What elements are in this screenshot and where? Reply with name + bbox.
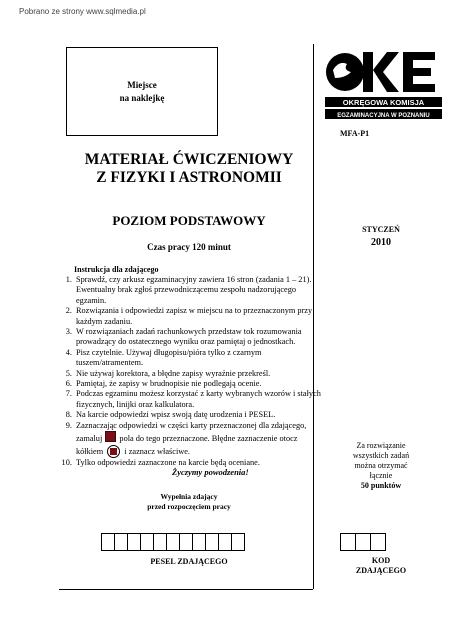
points-line: można otrzymać bbox=[354, 461, 408, 470]
fill-by-line-2: przed rozpoczęciem pracy bbox=[147, 502, 231, 511]
instruction-text: Zaznaczając odpowiedzi w części karty przeznaczonej dla zdającego, zamaluj bbox=[76, 420, 307, 444]
points-info bbox=[320, 441, 442, 491]
fill-by-line-1: Wypełnia zdający bbox=[160, 492, 218, 501]
points-line: Za rozwiązanie bbox=[356, 441, 406, 450]
code-boxes bbox=[341, 533, 386, 551]
sticker-line-1: Miejsce bbox=[127, 79, 157, 90]
exam-month: STYCZEŃ bbox=[362, 225, 400, 234]
good-luck-text: Życzymy powodzenia! bbox=[172, 467, 249, 477]
sticker-box bbox=[66, 47, 218, 136]
instruction-text: i zaznacz właściwe. bbox=[124, 446, 191, 456]
logo-text-2: EGZAMINACYJNA W POZNANIU bbox=[337, 113, 430, 119]
pesel-digit-box[interactable] bbox=[179, 533, 193, 551]
oke-logo bbox=[325, 48, 442, 122]
instruction-item-marking bbox=[74, 421, 322, 458]
pesel-digit-box[interactable] bbox=[231, 533, 245, 551]
fill-by-candidate-note bbox=[66, 492, 312, 512]
pesel-boxes bbox=[102, 533, 245, 551]
pesel-digit-box[interactable] bbox=[140, 533, 154, 551]
document-title bbox=[66, 151, 312, 187]
pesel-digit-box[interactable] bbox=[101, 533, 115, 551]
instructions-list bbox=[59, 275, 322, 468]
instruction-item: 6. Pamiętaj, że zapisy w brudnopisie nie podlegają ocenie. bbox=[74, 379, 322, 389]
exam-year: 2010 bbox=[371, 237, 391, 248]
instruction-item: 8. Na karcie odpowiedzi wpisz swoją datę urodzenia i PESEL. bbox=[74, 410, 322, 420]
instruction-item: 4. Pisz czytelnie. Używaj długopisu/pióra tylko z czarnym tuszem/atramentem. bbox=[74, 348, 322, 369]
source-note: Pobrano ze strony www.sqlmedia.pl bbox=[19, 7, 146, 16]
code-label-line-1: KOD bbox=[371, 556, 391, 565]
code-digit-box[interactable] bbox=[370, 533, 386, 551]
exam-duration: Czas pracy 120 minut bbox=[147, 242, 231, 252]
pesel-label: PESEL ZDAJĄCEGO bbox=[150, 557, 228, 566]
instruction-text: pola do tego przeznaczone. Błędne zaznaczenie otocz kółkiem bbox=[76, 434, 298, 456]
logo-text-1: OKRĘGOWA KOMISJA bbox=[342, 98, 425, 107]
instruction-item: 5. Nie używaj korektora, a błędne zapisy wyraźnie przekreśl. bbox=[74, 369, 322, 379]
pesel-digit-box[interactable] bbox=[153, 533, 167, 551]
exam-level: POZIOM PODSTAWOWY bbox=[112, 213, 266, 228]
points-total: 50 punktów bbox=[360, 481, 402, 490]
sticker-line-2: na naklejkę bbox=[119, 92, 165, 103]
code-label-line-2: ZDAJĄCEGO bbox=[355, 566, 407, 575]
pesel-digit-box[interactable] bbox=[205, 533, 219, 551]
exam-code: MFA-P1 bbox=[340, 129, 370, 138]
pesel-digit-box[interactable] bbox=[166, 533, 180, 551]
points-line: łącznie bbox=[369, 471, 393, 480]
pesel-digit-box[interactable] bbox=[218, 533, 232, 551]
instruction-item: 2. Rozwiązania i odpowiedzi zapisz w miejscu na to przeznaczonym przy każdym zadaniu. bbox=[74, 306, 322, 327]
pesel-digit-box[interactable] bbox=[114, 533, 128, 551]
filled-square-icon bbox=[105, 431, 116, 442]
instructions-heading: Instrukcja dla zdającego bbox=[74, 265, 159, 274]
instruction-item: 7. Podczas egzaminu możesz korzystać z karty wybranych wzorów i stałych fizycznych, linijki oraz kalkulatora. bbox=[74, 389, 322, 410]
title-line-2: Z FIZYKI I ASTRONOMII bbox=[96, 169, 282, 186]
title-line-1: MATERIAŁ ĆWICZENIOWY bbox=[84, 151, 294, 168]
instruction-item: 3. W rozwiązaniach zadań rachunkowych przedstaw tok rozumowania prowadzący do ostatecznego wyniku oraz pamiętaj o jednostkach. bbox=[74, 327, 322, 348]
instruction-item: 1. Sprawdź, czy arkusz egzaminacyjny zawiera 16 stron (zadania 1 – 21). Ewentualny brak zgłoś przewodniczącemu zespołu nadzorującego egzamin. bbox=[74, 275, 322, 306]
horizontal-divider bbox=[59, 589, 313, 590]
points-line: wszystkich zadań bbox=[352, 451, 410, 460]
code-digit-box[interactable] bbox=[355, 533, 371, 551]
circled-mark-icon bbox=[107, 445, 120, 458]
code-digit-box[interactable] bbox=[340, 533, 356, 551]
code-label bbox=[320, 556, 442, 576]
pesel-digit-box[interactable] bbox=[127, 533, 141, 551]
instruction-item: 10. Tylko odpowiedzi zaznaczone na karcie będą oceniane. bbox=[74, 458, 322, 468]
pesel-digit-box[interactable] bbox=[192, 533, 206, 551]
